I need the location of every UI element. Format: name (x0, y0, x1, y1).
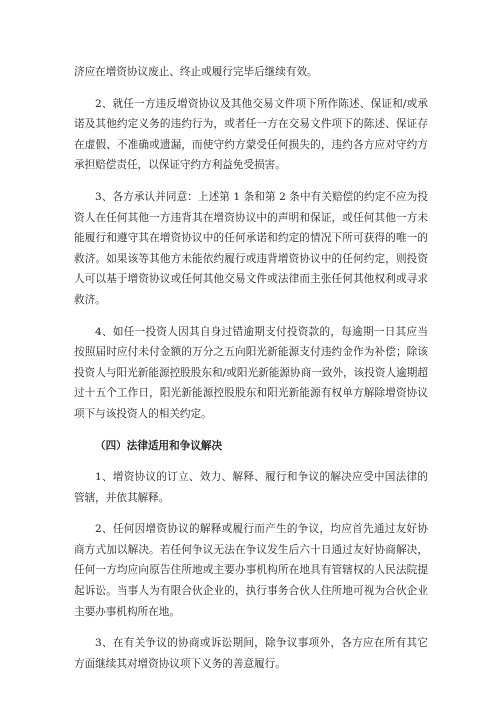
paragraph-law-2: 2、任何因增资协议的解释或履行而产生的争议，均应首先通过友好协商方式加以解决。若任何争议无法在争议发生后六十日通过友好协商解决，任何一方均应向原告住所地或主要办事机构所在地具有管辖权的人民法院提起诉讼。当事人为有限合伙企业的，执行事务合伙人住所地可视为合伙企业主要办事机构所在地。 (74, 523, 428, 618)
paragraph-clause-4: 4、如任一投资人因其自身过错逾期支付投资款的，每逾期一日其应当按照届时应付未付金额的万分之五向阳光新能源支付违约金作为补偿；除该投资人与阳光新能源控股股东和/或阳光新能源协商一致外，该投资人逾期超过十五个工作日，阳光新能源控股股东和阳光新能源有权单方解除增资协议项下与该投资人的相关约定。 (74, 325, 428, 420)
paragraph-clause-2: 2、就任一方违反增资协议及其他交易文件项下所作陈述、保证和/或承诺及其他约定义务的违约行为，或者任一方在交易文件项下的陈述、保证存在虚假、不准确或遗漏，而使守约方蒙受任何损失的，违约各方应对守约方承担赔偿责任，以保证守约方利益免受损害。 (74, 97, 428, 172)
paragraph-law-3: 3、在有关争议的协商或诉讼期间，除争议事项外，各方应在所有其它方面继续其对增资协议项下义务的善意履行。 (74, 637, 428, 670)
paragraph-continuation: 济应在增资协议废止、终止或履行完毕后继续有效。 (74, 66, 318, 78)
section-heading: （四）法律适用和争议解决 (95, 439, 223, 452)
document-body (74, 62, 428, 685)
paragraph-law-1: 1、增资协议的订立、效力、解释、履行和争议的解决应受中国法律的管辖，并依其解释。 (74, 471, 428, 504)
paragraph-clause-3: 3、各方承认并同意：上述第 1 条和第 2 条中有关赔偿的约定不应为投资人在任何其他一方违背其在增资协议中的声明和保证，或任何其他一方未能履行和遵守其在增资协议中的任何承诺和约定的情况下所可获得的唯一的救济。如果该等其他方未能依约履行或违背增资协议中的任何约定，则投资人可以基于增资协议或任何其他交易文件或法律而主张任何其他权利或寻求救济。 (74, 190, 428, 306)
